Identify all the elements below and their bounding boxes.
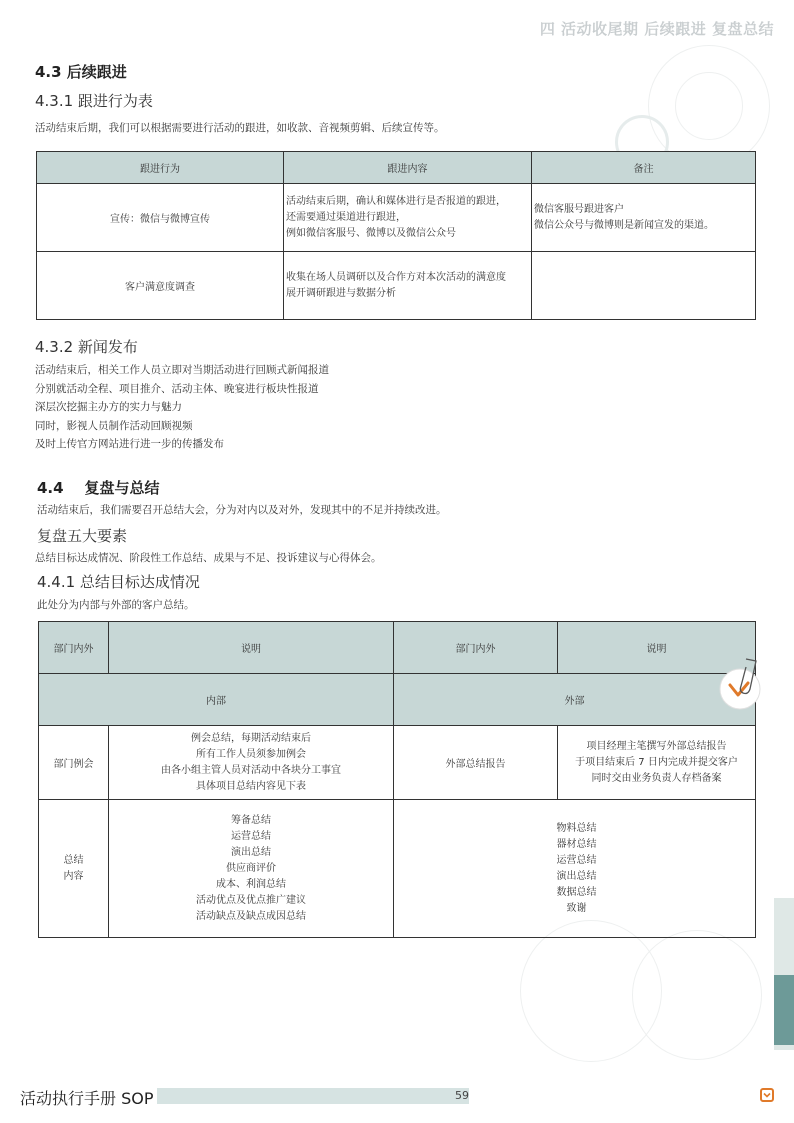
footer-bar bbox=[157, 1088, 469, 1104]
table-cell: 外部总结报告 bbox=[394, 726, 558, 800]
table-cell bbox=[394, 800, 756, 938]
cell-line: 活动结束后期，确认和媒体进行是否报道的跟进， bbox=[286, 195, 506, 207]
side-tab-active bbox=[774, 975, 794, 1045]
cell-line: 由各小组主管人员对活动中各块分工事宜 bbox=[161, 764, 341, 776]
sticker-clip-icon bbox=[716, 655, 766, 713]
table-cell bbox=[558, 726, 756, 800]
cell-line: 微信客服号跟进客户 bbox=[534, 203, 624, 215]
cell-line: 运营总结 bbox=[556, 854, 597, 866]
table-cell bbox=[109, 726, 394, 800]
decor-circle bbox=[632, 930, 762, 1060]
table-cell: 宣传：微信与微博宣传 bbox=[37, 184, 284, 252]
cell-line: 例如微信客服号、微博以及微信公众号 bbox=[286, 227, 456, 239]
table-row bbox=[39, 726, 756, 800]
table-cell: 部门例会 bbox=[39, 726, 109, 800]
column-header: 备注 bbox=[532, 152, 756, 184]
cell-line: 筹备总结 bbox=[231, 814, 271, 826]
cell-line: 运营总结 bbox=[231, 830, 271, 842]
column-header: 跟进行为 bbox=[37, 152, 284, 184]
news-line: 及时上传官方网站进行进一步的传播发布 bbox=[35, 438, 224, 450]
cell-line: 物料总结 bbox=[556, 822, 597, 834]
table-cell bbox=[532, 252, 756, 320]
news-line: 深层次挖掘主办方的实力与魅力 bbox=[35, 401, 182, 413]
table-cell bbox=[532, 184, 756, 252]
column-header: 部门内外 bbox=[39, 622, 109, 674]
summary-table bbox=[38, 621, 756, 938]
decor-circle bbox=[675, 72, 743, 140]
table-cell: 客户满意度调查 bbox=[37, 252, 284, 320]
section-title-4-3-2: 4.3.2 新闻发布 bbox=[35, 338, 138, 356]
intro-text: 活动结束后，我们需要召开总结大会，分为对内以及对外，发现其中的不足并持续改进。 bbox=[37, 504, 447, 516]
table-cell bbox=[39, 800, 109, 938]
news-list bbox=[35, 361, 329, 454]
five-elements-text: 总结目标达成情况、阶段性工作总结、成果与不足、投诉建议与心得体会。 bbox=[35, 552, 382, 564]
table-cell bbox=[109, 800, 394, 938]
section-title-4-4: 4.4 复盘与总结 bbox=[37, 479, 160, 497]
logo-icon bbox=[760, 1088, 774, 1102]
cell-line: 于项目结束后 7 日内完成并提交客户 bbox=[575, 756, 738, 768]
internal-header: 内部 bbox=[39, 674, 394, 726]
section-title-4-3-1: 4.3.1 跟进行为表 bbox=[35, 92, 153, 110]
table-cell bbox=[284, 184, 532, 252]
table-row bbox=[39, 800, 756, 938]
table-row bbox=[37, 184, 756, 252]
page-number: 59 bbox=[455, 1089, 469, 1102]
cell-line: 数据总结 bbox=[556, 886, 597, 898]
cell-line: 成本、利润总结 bbox=[216, 878, 286, 890]
cell-line: 器材总结 bbox=[556, 838, 597, 850]
cell-line: 同时交由业务负责人存档备案 bbox=[591, 772, 722, 784]
cell-line: 演出总结 bbox=[556, 870, 597, 882]
external-header: 外部 bbox=[394, 674, 756, 726]
footer-title: 活动执行手册 SOP bbox=[20, 1089, 154, 1108]
cell-line: 内容 bbox=[63, 870, 84, 882]
news-line: 分别就活动全程、项目推介、活动主体、晚宴进行板块性报道 bbox=[35, 382, 319, 395]
cell-line: 活动优点及优点推广建议 bbox=[196, 894, 306, 906]
column-header: 部门内外 bbox=[394, 622, 558, 674]
cell-line: 例会总结，每期活动结束后 bbox=[191, 732, 311, 744]
cell-line: 具体项目总结内容见下表 bbox=[196, 780, 306, 792]
cell-line: 演出总结 bbox=[231, 846, 271, 858]
cell-line: 供应商评价 bbox=[226, 862, 276, 874]
chapter-header: 四 活动收尾期 后续跟进 复盘总结 bbox=[539, 20, 774, 38]
cell-line: 收集在场人员调研以及合作方对本次活动的满意度 bbox=[286, 271, 506, 283]
intro-text: 此处分为内部与外部的客户总结。 bbox=[37, 599, 195, 611]
cell-line: 还需要通过渠道进行跟进， bbox=[286, 211, 406, 223]
follow-up-table bbox=[36, 151, 756, 320]
news-line: 活动结束后，相关工作人员立即对当期活动进行回顾式新闻报道 bbox=[35, 364, 329, 376]
section-title-4-3: 4.3 后续跟进 bbox=[35, 63, 127, 81]
table-cell bbox=[284, 252, 532, 320]
column-header: 跟进内容 bbox=[284, 152, 532, 184]
intro-text: 活动结束后期，我们可以根据需要进行活动的跟进，如收款、音视频剪辑、后续宣传等。 bbox=[35, 122, 445, 134]
cell-line: 所有工作人员须参加例会 bbox=[196, 748, 306, 760]
cell-line: 致谢 bbox=[566, 902, 587, 914]
section-title-4-4-1: 4.4.1 总结目标达成情况 bbox=[37, 573, 200, 591]
table-row bbox=[37, 252, 756, 320]
column-header: 说明 bbox=[558, 622, 756, 674]
news-line: 同时，影视人员制作活动回顾视频 bbox=[35, 419, 193, 432]
column-header: 说明 bbox=[109, 622, 394, 674]
cell-line: 微信公众号与微博则是新闻宣发的渠道。 bbox=[534, 219, 714, 231]
subsection-title: 复盘五大要素 bbox=[37, 527, 128, 545]
cell-line: 项目经理主笔撰写外部总结报告 bbox=[586, 740, 727, 752]
cell-line: 总结 bbox=[63, 854, 84, 866]
cell-line: 活动缺点及缺点成因总结 bbox=[196, 910, 306, 922]
cell-line: 展开调研跟进与数据分析 bbox=[286, 287, 396, 299]
